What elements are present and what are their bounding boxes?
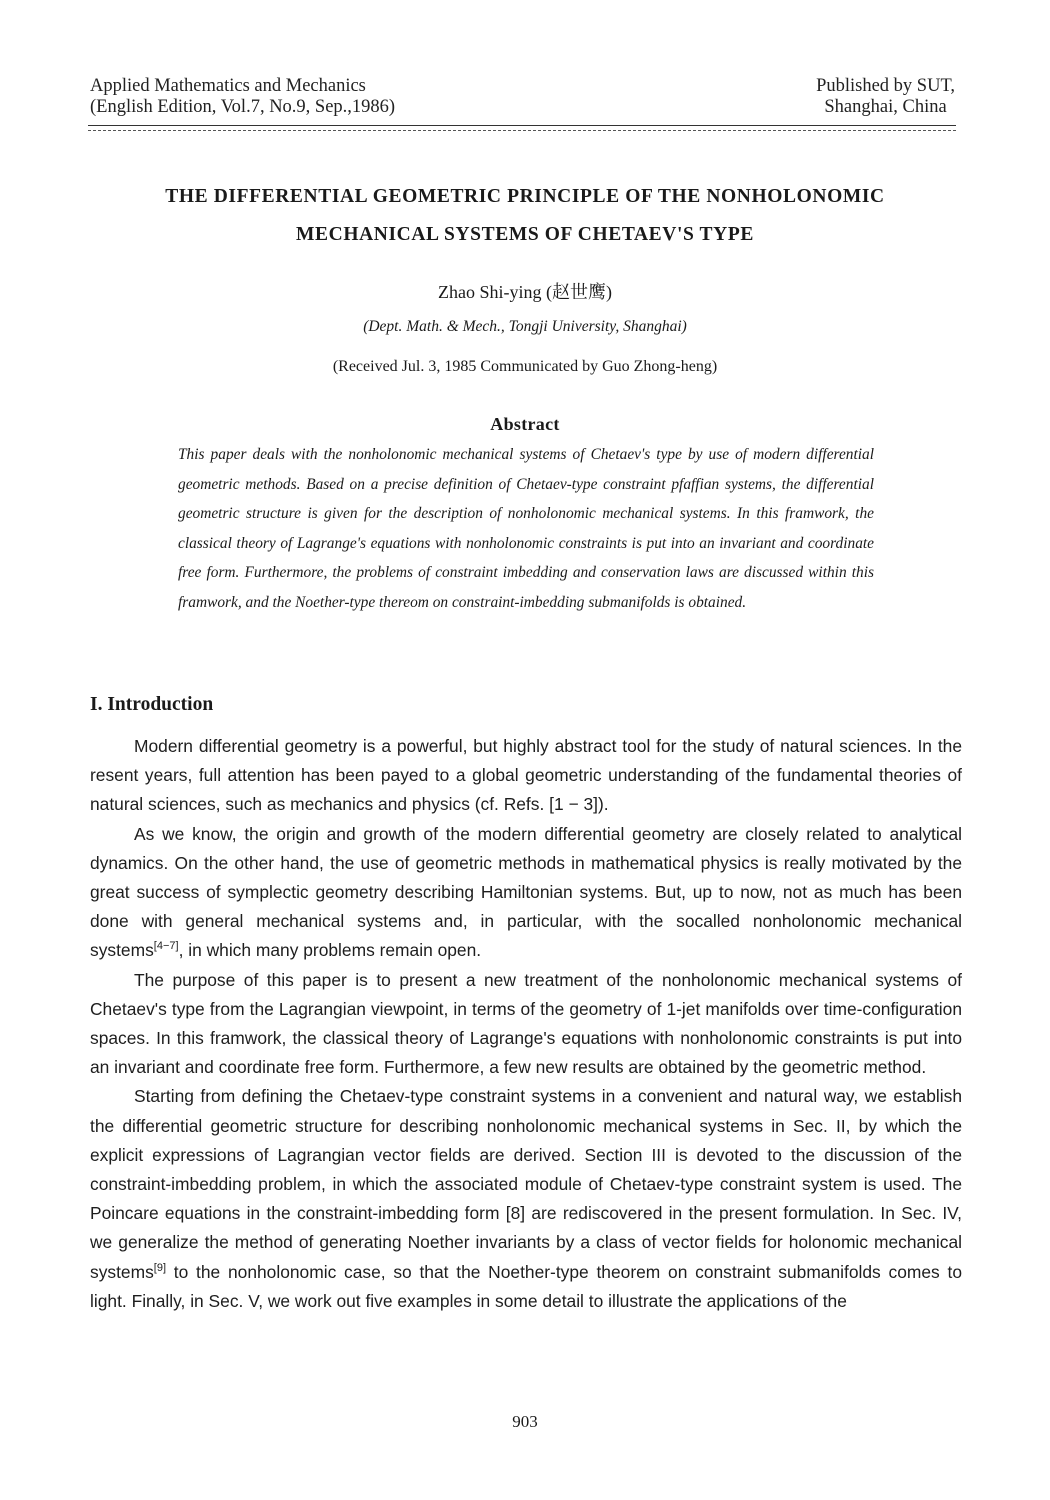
journal-edition: (English Edition, Vol.7, No.9, Sep.,1986) (90, 97, 396, 117)
paragraph-1: Modern differential geometry is a powerful, but highly abstract tool for the study of natural sciences. In the resent years, full attention has been payed to a global geometric understanding of the fundamental theories of natural sciences, such as mechanics and physics (cf. Refs. [1 − 3]). (90, 736, 962, 815)
paragraph-2-end: , in which many problems remain open. (178, 940, 482, 961)
paragraph-2-text: As we know, the origin and growth of the modern differential geometry are closely related to analytical dynamics. On the other hand, the use of geometric methods in mathematical physics is really motivated by the great success of symplectic geometry describing Hamiltonian systems. But, up to now, not as much has been done with general mechanical systems and, in particular, with the socalled nonholonomic mechanical systems (90, 823, 962, 961)
page-number: 903 (512, 1412, 538, 1431)
header-rule (88, 125, 956, 126)
introduction-body (90, 732, 962, 1316)
citation-4-7: [4−7] (153, 940, 179, 953)
title-line-1: THE DIFFERENTIAL GEOMETRIC PRINCIPLE OF THE NONHOLONOMIC (165, 186, 885, 207)
abstract-heading: Abstract (490, 414, 560, 434)
journal-name: Applied Mathematics and Mechanics (90, 76, 366, 96)
paragraph-4-end: to the nonholonomic case, so that the Noether-type theorem on constraint submanifolds comes to light. Finally, in Sec. V, we work out five examples in some detail to illustrate the applications of the (90, 1261, 962, 1311)
author: Zhao Shi-ying (赵世鹰) (438, 282, 612, 302)
abstract-text: This paper deals with the nonholonomic mechanical systems of Chetaev's type by use of modern differential geometric methods. Based on a precise definition of Chetaev-type constraint pfaffian systems, the differential geometric structure is given for the description of nonholonomic mechanical systems. In this framwork, the classical theory of Lagrange's equations with nonholonomic constraints is put into an invariant and coordinate free form. Furthermore, the problems of constraint imbedding and conservation laws are discussed within this framwork, and the Noether-type thereom on constraint-imbedding submanifolds is obtained. (178, 446, 874, 611)
publisher-info (816, 76, 955, 118)
paper-title (60, 178, 990, 254)
paragraph-2 (90, 820, 962, 966)
affiliation: (Dept. Math. & Mech., Tongji University, Shanghai) (363, 318, 687, 335)
received-note: (Received Jul. 3, 1985 Communicated by Guo Zhong-heng) (332, 358, 718, 375)
title-line-2: MECHANICAL SYSTEMS OF CHETAEV'S TYPE (296, 224, 754, 245)
paragraph-3: The purpose of this paper is to present a new treatment of the nonholonomic mechanical systems of Chetaev's type from the Lagrangian viewpoint, in terms of the geometry of 1-jet manifolds over time-configuration spaces. In this framwork, the classical theory of Lagrange's equations with nonholonomic constraints is put into an invariant and coordinate free form. Furthermore, a few new results are obtained by the geometric method. (90, 969, 962, 1078)
publisher-location: Shanghai, China (824, 97, 947, 117)
journal-info (90, 76, 395, 118)
header-rule-dashed (88, 130, 956, 131)
section-heading: I. Introduction (90, 694, 214, 715)
paragraph-4 (90, 1082, 962, 1316)
citation-9: [9] (153, 1261, 167, 1274)
publisher-name: Published by SUT, (816, 76, 955, 96)
paragraph-4-text: Starting from defining the Chetaev-type constraint systems in a convenient and natural way, we establish the differential geometric structure for describing nonholonomic mechanical systems in Sec. II, by which the explicit expressions of Lagrangian vector fields are derived. Section III is devoted to the discussion of the constraint-imbedding problem, in which the associated module of Chetaev-type constraint system is used. The Poincare equations in the constraint-imbedding form [8] are rediscovered in the present formulation. In Sec. IV, we generalize the method of generating Noether invariants by a class of vector fields for holonomic mechanical systems (90, 1086, 962, 1282)
